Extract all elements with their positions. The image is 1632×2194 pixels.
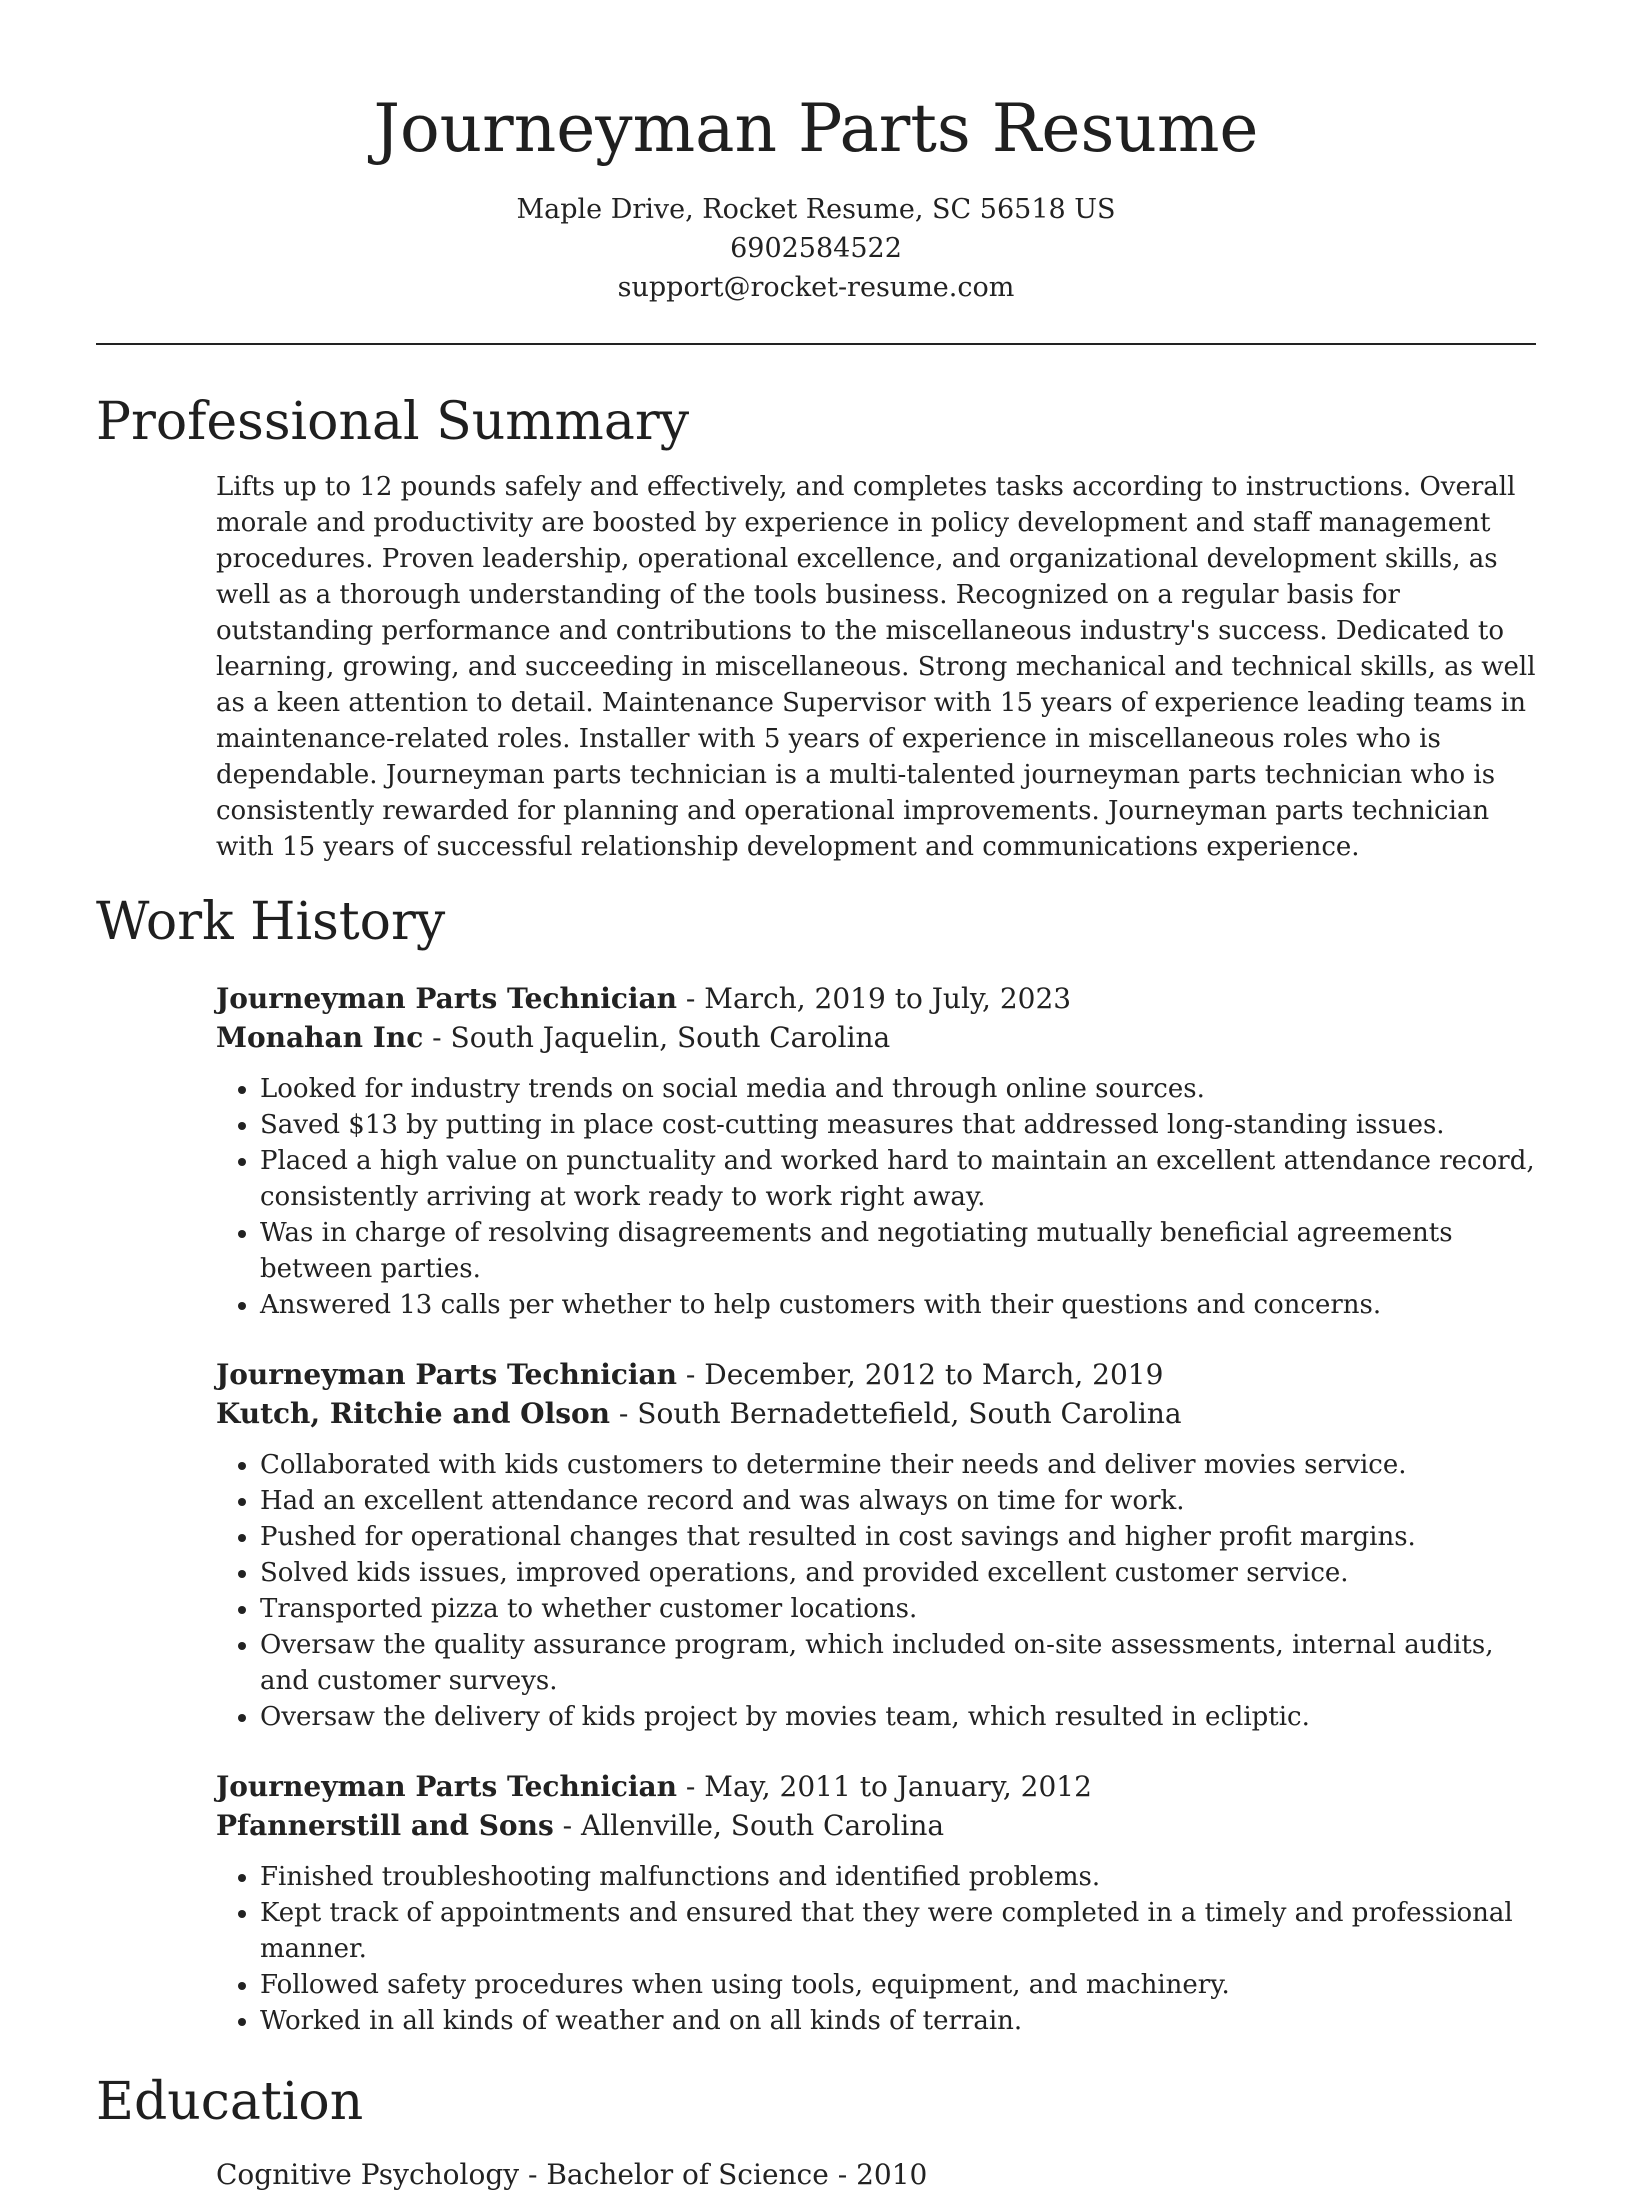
contact-email: support@rocket-resume.com [617,272,1015,303]
job-bullet: • Saved $13 by putting in place cost-cutting measures that addressed long-standing issues. [260,1107,1536,1143]
job-company-line [216,1018,1536,1057]
job-dates: - March, 2019 to July, 2023 [677,982,1072,1015]
job-position: Journeyman Parts Technician [216,1770,678,1803]
summary-heading: Professional Summary [96,392,690,452]
job-bullets [216,1859,1536,2039]
contact-phone: 6902584522 [730,233,902,264]
education-heading: Education [96,2072,364,2132]
job-bullet: • Was in charge of resolving disagreements and negotiating mutually beneficial agreements between parties. [260,1215,1536,1287]
job-bullet: • Oversaw the delivery of kids project by movies team, which resulted in ecliptic. [260,1699,1536,1735]
job-title-line [216,1355,1536,1394]
job-company: Kutch, Ritchie and Olson [216,1397,611,1430]
job-bullet: • Oversaw the quality assurance program, which included on-site assessments, internal audits, and customer surveys. [260,1627,1536,1699]
job-entry [216,1355,1536,1735]
job-company: Monahan Inc [216,1021,424,1054]
job-bullet: • Placed a high value on punctuality and worked hard to maintain an excellent attendance record, consistently arriving at work ready to work right away. [260,1143,1536,1215]
job-bullet: • Looked for industry trends on social media and through online sources. [260,1071,1536,1107]
job-entry [216,1767,1536,2039]
job-bullet: • Answered 13 calls per whether to help customers with their questions and concerns. [260,1287,1536,1323]
job-bullet: • Had an excellent attendance record and was always on time for work. [260,1483,1536,1519]
job-bullet: • Worked in all kinds of weather and on all kinds of terrain. [260,2003,1536,2039]
job-bullets [216,1447,1536,1735]
resume-header [96,0,1536,307]
job-position: Journeyman Parts Technician [216,1358,678,1391]
header-divider [96,343,1536,345]
job-bullet: • Kept track of appointments and ensured that they were completed in a timely and professional manner. [260,1895,1536,1967]
job-title-line [216,1767,1536,1806]
job-position: Journeyman Parts Technician [216,982,678,1015]
job-location: - South Bernadettefield, South Carolina [610,1397,1182,1430]
education-section [96,2067,1536,2194]
contact-block [96,190,1536,307]
job-bullet: • Collaborated with kids customers to determine their needs and deliver movies service. [260,1447,1536,1483]
job-bullets [216,1071,1536,1323]
work-history-section [96,887,1536,2039]
job-bullet: • Solved kids issues, improved operations, and provided excellent customer service. [260,1555,1536,1591]
job-bullet: • Transported pizza to whether customer locations. [260,1591,1536,1627]
work-history-heading: Work History [96,892,446,952]
job-location: - Allenville, South Carolina [553,1809,945,1842]
job-title-line [216,979,1536,1018]
job-company-line [216,1394,1536,1433]
job-bullet: • Pushed for operational changes that resulted in cost savings and higher profit margins. [260,1519,1536,1555]
job-company-line [216,1806,1536,1845]
job-bullet: • Followed safety procedures when using tools, equipment, and machinery. [260,1967,1536,2003]
education-entry: Cognitive Psychology - Bachelor of Science - 2010 [216,2158,928,2191]
job-entry [216,979,1536,1323]
contact-address: Maple Drive, Rocket Resume, SC 56518 US [516,194,1116,225]
summary-text: Lifts up to 12 pounds safely and effectively, and completes tasks according to instructions. Overall morale and productivity are boosted by experience in policy development and staff management procedures. Proven leadership, operational excellence, and organizational development skills, as well as a thorough understanding of the tools business. Recognized on a regular basis for outstanding performance and contributions to the miscellaneous industry's success. Dedicated to learning, growing, and succeeding in miscellaneous. Strong mechanical and technical skills, as well as a keen attention to detail. Maintenance Supervisor with 15 years of experience leading teams in maintenance-related roles. Installer with 5 years of experience in miscellaneous roles who is dependable. Journeyman parts technician is a multi-talented journeyman parts technician who is consistently rewarded for planning and operational improvements. Journeyman parts technician with 15 years of successful relationship development and communications experience. [216,472,1536,862]
resume-title: Journeyman Parts Resume [373,90,1259,167]
summary-section [96,387,1536,865]
job-bullet: • Finished troubleshooting malfunctions and identified problems. [260,1859,1536,1895]
job-dates: - December, 2012 to March, 2019 [677,1358,1164,1391]
job-company: Pfannerstill and Sons [216,1809,554,1842]
job-location: - South Jaquelin, South Carolina [423,1021,891,1054]
job-dates: - May, 2011 to January, 2012 [677,1770,1092,1803]
